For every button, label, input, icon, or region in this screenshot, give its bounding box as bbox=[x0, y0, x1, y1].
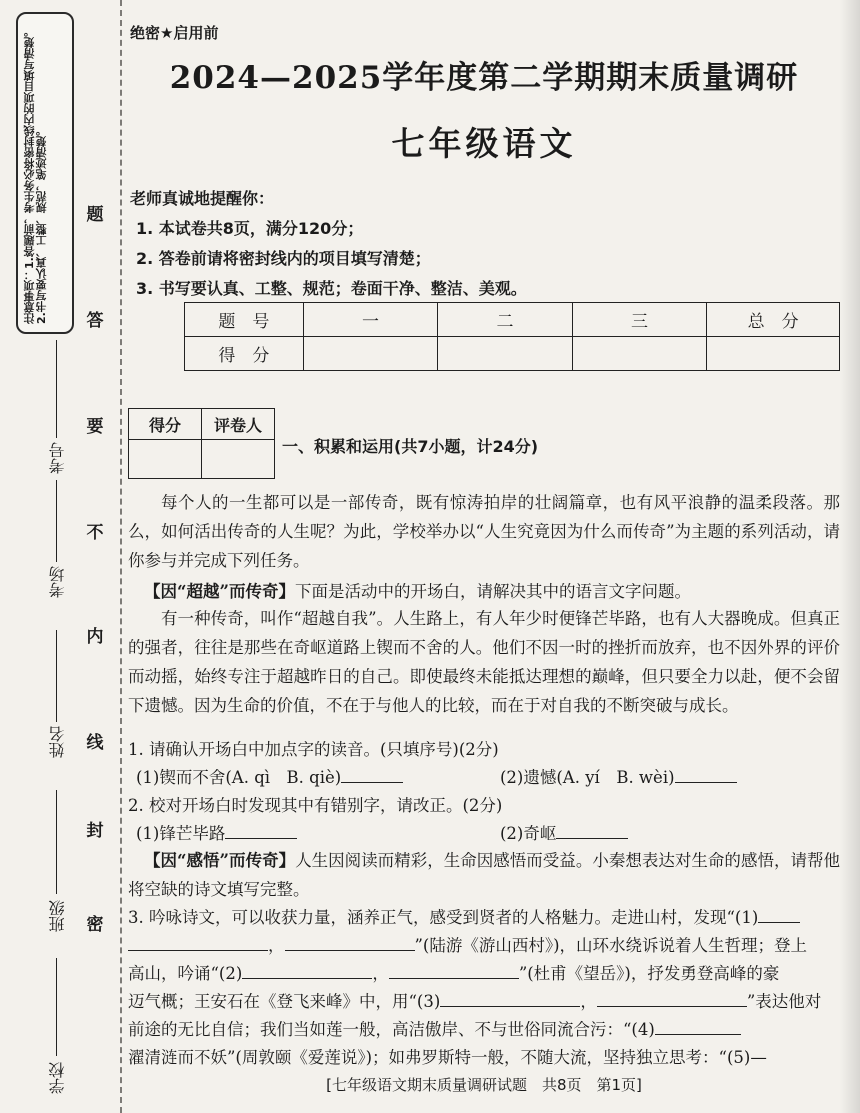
task2-text: 人生因阅读而精彩，生命因感悟而受益。小秦想表达对生命的感悟，请帮他将空缺的诗文填写完整。 bbox=[128, 851, 841, 899]
q3-blank-2b[interactable] bbox=[389, 960, 519, 979]
q2-stem: 2. 校对开场白时发现其中有错别字，请改正。(2分) bbox=[128, 796, 503, 815]
exam-no-label: 考号 bbox=[48, 442, 67, 474]
q3-text: 前途的无比自信；我们当如莲一般，高洁傲岸、不与世俗同流合污：“(4) bbox=[128, 1020, 655, 1039]
passage-paragraph: 有一种传奇，叫作“超越自我”。人生路上，有人年少时便锋芒毕路，也有人大器晚成。但真正的强者，往往是那些在奇岖道路上锲而不舍的人。他们不因一时的挫折而放弃，也不因外界的评价而动摇，始终专注于超越昨日的自己。即使最终未能抵达理想的巅峰，但只要全力以赴，便不会留下遗憾。因为生命的价值，不在于与他人的比较，而在于对自我的不断突破与成长。 bbox=[128, 609, 840, 715]
seal-char-ti: 题 bbox=[84, 200, 106, 225]
notice-text: 注意事项：1.答题前，考生务必将密封线内的项目填写清楚。2.书写要认真、工整、规范，笔迹清楚。 bbox=[23, 26, 48, 324]
q3-line-6 bbox=[128, 1044, 840, 1068]
q1-item-2 bbox=[500, 764, 860, 788]
q3-line-3 bbox=[128, 960, 840, 984]
tip-item: 2. 答卷前请将密封线内的项目填写清楚； bbox=[136, 249, 431, 268]
seal-char-bu: 不 bbox=[84, 518, 106, 543]
q3-text: 高山，吟诵“(2) bbox=[128, 964, 243, 983]
q2-answer-1[interactable] bbox=[225, 820, 297, 839]
exam-room-label: 考场 bbox=[48, 566, 67, 598]
score-cell[interactable] bbox=[707, 337, 840, 371]
q3-line-1 bbox=[128, 904, 840, 928]
name-label: 姓名 bbox=[48, 726, 67, 758]
q3-text: ”(杜甫《望岳》)，抒发勇登高峰的豪 bbox=[518, 964, 780, 983]
task1-line bbox=[144, 578, 856, 602]
task1-text: 下面是活动中的开场白，请解决其中的语言文字问题。 bbox=[294, 582, 691, 601]
binding-strip bbox=[0, 0, 122, 1113]
q1-stem: 1. 请确认开场白中加点字的读音。(只填序号)(2分) bbox=[128, 740, 499, 759]
q3-blank-4a[interactable] bbox=[655, 1016, 741, 1035]
seal-char-feng: 封 bbox=[84, 816, 106, 841]
class-field[interactable] bbox=[56, 790, 57, 894]
score-cell[interactable] bbox=[572, 337, 707, 371]
q2-item-2-label: (2)奇岖 bbox=[500, 824, 557, 843]
section-heading: 一、积累和运用(共7小题，计24分) bbox=[282, 437, 539, 456]
task2-paragraph bbox=[128, 846, 840, 904]
next-page-bleed bbox=[840, 0, 860, 1113]
score-table-header: 二 bbox=[438, 303, 573, 337]
q3-text: ， bbox=[268, 936, 285, 955]
q3-line-2 bbox=[128, 932, 840, 956]
score-table-header: 题 号 bbox=[185, 303, 304, 337]
grader-score-label: 得分 bbox=[129, 409, 202, 440]
school-label: 学校 bbox=[48, 1062, 67, 1094]
q2-item-2 bbox=[500, 820, 860, 844]
tip-item: 1. 本试卷共8页，满分120分； bbox=[136, 219, 364, 238]
q1-item-1-label: (1)锲而不舍(A. qì B. qiè) bbox=[136, 768, 342, 787]
q3-blank-1a[interactable] bbox=[758, 904, 800, 923]
seal-char-xian: 线 bbox=[84, 728, 106, 753]
score-table-header: 总 分 bbox=[707, 303, 840, 337]
q1-answer-1[interactable] bbox=[341, 764, 403, 783]
score-cell[interactable] bbox=[438, 337, 573, 371]
exam-subtitle: 七年级语文 bbox=[391, 124, 577, 163]
q3-text: ， bbox=[580, 992, 597, 1011]
task2-tag: 【因“感悟”而传奇】 bbox=[144, 851, 296, 870]
seal-char-mi: 密 bbox=[84, 910, 106, 935]
intro-paragraph: 每个人的一生都可以是一部传奇，既有惊涛拍岸的壮阔篇章，也有风平浪静的温柔段落。那么，如何活出传奇的人生呢？为此，学校举办以“人生究竟因为什么而传奇”为主题的系列活动，请你参与并完成下列任务。 bbox=[128, 493, 840, 570]
school-field[interactable] bbox=[56, 958, 57, 1056]
tips-heading: 老师真诚地提醒你： bbox=[130, 189, 275, 208]
q3-line-4 bbox=[128, 988, 840, 1012]
q3-text: ”(陆游《游山西村》)，山环水绕诉说着人生哲理；登上 bbox=[414, 936, 808, 955]
q3-blank-1b[interactable] bbox=[128, 932, 268, 951]
seal-char-da: 答 bbox=[84, 306, 106, 331]
grader-name-cell[interactable] bbox=[202, 440, 275, 479]
seal-char-yao: 要 bbox=[84, 412, 106, 437]
grader-table bbox=[128, 408, 275, 479]
grader-score-cell[interactable] bbox=[129, 440, 202, 479]
q3-line-5 bbox=[128, 1016, 840, 1040]
task1-tag: 【因“超越”而传奇】 bbox=[144, 582, 295, 601]
q1-item-2-label: (2)遗憾(A. yí B. wèi) bbox=[500, 768, 675, 787]
score-table bbox=[184, 302, 840, 371]
q3-blank-3b[interactable] bbox=[597, 988, 747, 1007]
q3-blank-1c[interactable] bbox=[285, 932, 415, 951]
score-table-header: 一 bbox=[303, 303, 438, 337]
main-content bbox=[128, 0, 840, 1113]
q3-blank-2a[interactable] bbox=[242, 960, 372, 979]
q3-text: ”表达他对 bbox=[746, 992, 822, 1011]
q3-text: 迈气概；王安石在《登飞来峰》中，用“(3) bbox=[128, 992, 441, 1011]
score-row-label: 得 分 bbox=[185, 337, 304, 371]
exam-no-field[interactable] bbox=[56, 340, 57, 438]
q2-item-1-label: (1)锋芒毕路 bbox=[136, 824, 226, 843]
score-cell[interactable] bbox=[303, 337, 438, 371]
exam-room-field[interactable] bbox=[56, 480, 57, 562]
grader-name-label: 评卷人 bbox=[202, 409, 275, 440]
score-table-header: 三 bbox=[572, 303, 707, 337]
page-footer: [七年级语文期末质量调研试题 共8页 第1页] bbox=[326, 1076, 642, 1094]
q3-text: ， bbox=[372, 964, 389, 983]
q3-text: 濯清涟而不妖”(周敦颐《爱莲说》)；如弗罗斯特一般，不随大流，坚持独立思考：“(5)— bbox=[128, 1048, 767, 1067]
q1-answer-2[interactable] bbox=[675, 764, 737, 783]
name-field[interactable] bbox=[56, 630, 57, 722]
secret-label: 绝密★启用前 bbox=[130, 24, 219, 42]
q3-text: 3. 吟咏诗文，可以收获力量，涵养正气，感受到贤者的人格魅力。走进山村，发现“(1) bbox=[128, 908, 759, 927]
tip-item: 3. 书写要认真、工整、规范；卷面干净、整洁、美观。 bbox=[136, 279, 527, 298]
class-label: 班级 bbox=[48, 900, 67, 932]
q2-answer-2[interactable] bbox=[556, 820, 628, 839]
q3-blank-3a[interactable] bbox=[440, 988, 580, 1007]
exam-title: 2024—2025学年度第二学期期末质量调研 bbox=[169, 60, 799, 96]
seal-char-nei: 内 bbox=[84, 622, 106, 647]
